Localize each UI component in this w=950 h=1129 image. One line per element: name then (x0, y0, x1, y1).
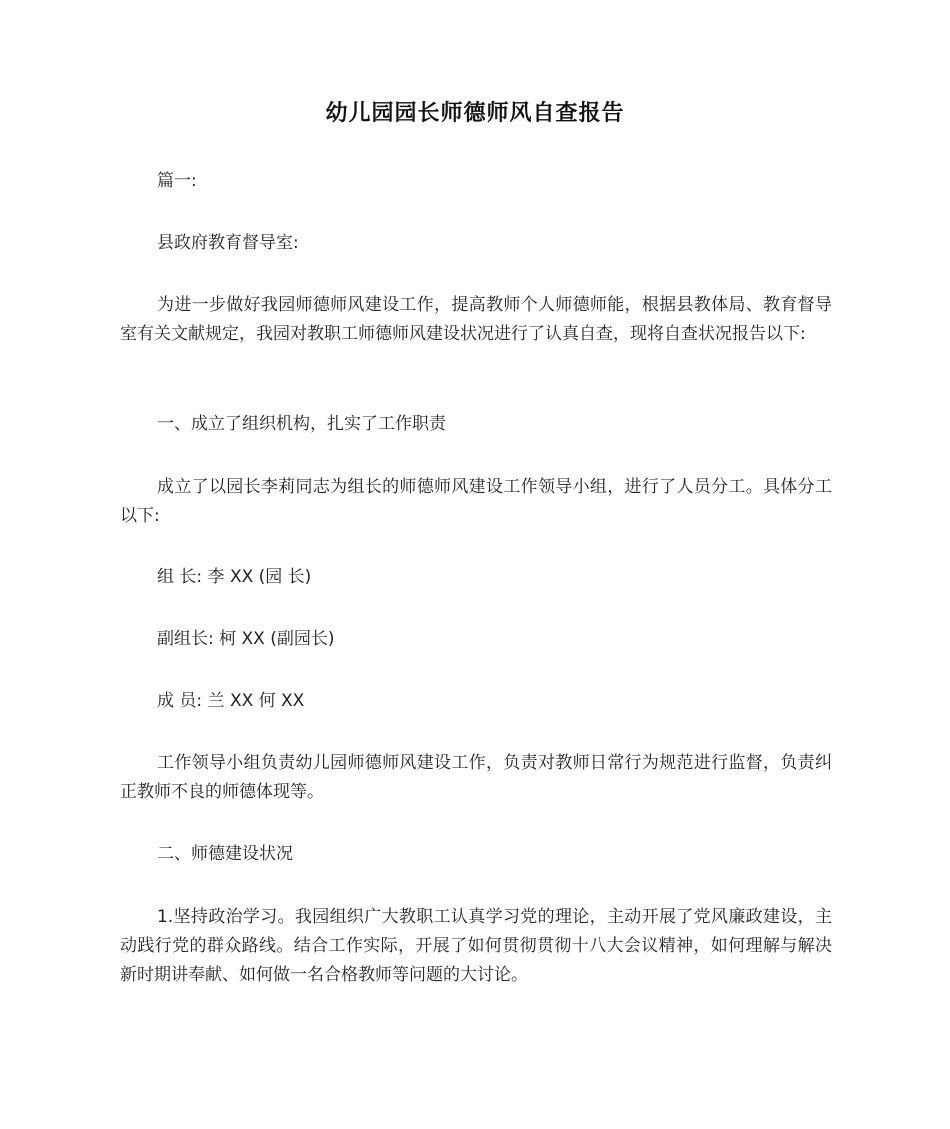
paragraph-group-setup: 成立了以园长李莉同志为组长的师德师风建设工作领导小组，进行了人员分工。具体分工以下: (120, 477, 832, 526)
paragraph-deputy-leader: 副组长: 柯 XX (副园长) (157, 629, 335, 649)
paragraph-group-leader: 组 长: 李 XX (园 长) (157, 567, 312, 587)
paragraph-members: 成 员: 兰 XX 何 XX (157, 691, 305, 711)
paragraph-political-study: 1.坚持政治学习。我园组织广大教职工认真学习党的理论，主动开展了党风廉政建设，主动践行党的群众路线。结合工作实际，开展了如何贯彻贯彻十八大会议精神，如何理解与解决新时期讲奉献、如何做一名合格教师等问题的大讨论。 (120, 907, 832, 985)
heading-section-one: 一、成立了组织机构，扎实了工作职责 (157, 414, 446, 434)
paragraph-section-label: 篇一: (157, 171, 197, 191)
paragraph-intro: 为进一步做好我园师德师风建设工作，提高教师个人师德师能，根据县教体局、教育督导室有关文献规定，我园对教职工师德师风建设状况进行了认真自查，现将自查状况报告以下: (120, 295, 832, 344)
heading-section-two: 二、师德建设状况 (157, 844, 293, 864)
paragraph-addressee: 县政府教育督导室: (157, 233, 299, 253)
document-title: 幼儿园园长师德师风自查报告 (325, 101, 625, 126)
paragraph-group-duties: 工作领导小组负责幼儿园师德师风建设工作，负责对教师日常行为规范进行监督，负责纠正教师不良的师德体现等。 (120, 753, 832, 802)
